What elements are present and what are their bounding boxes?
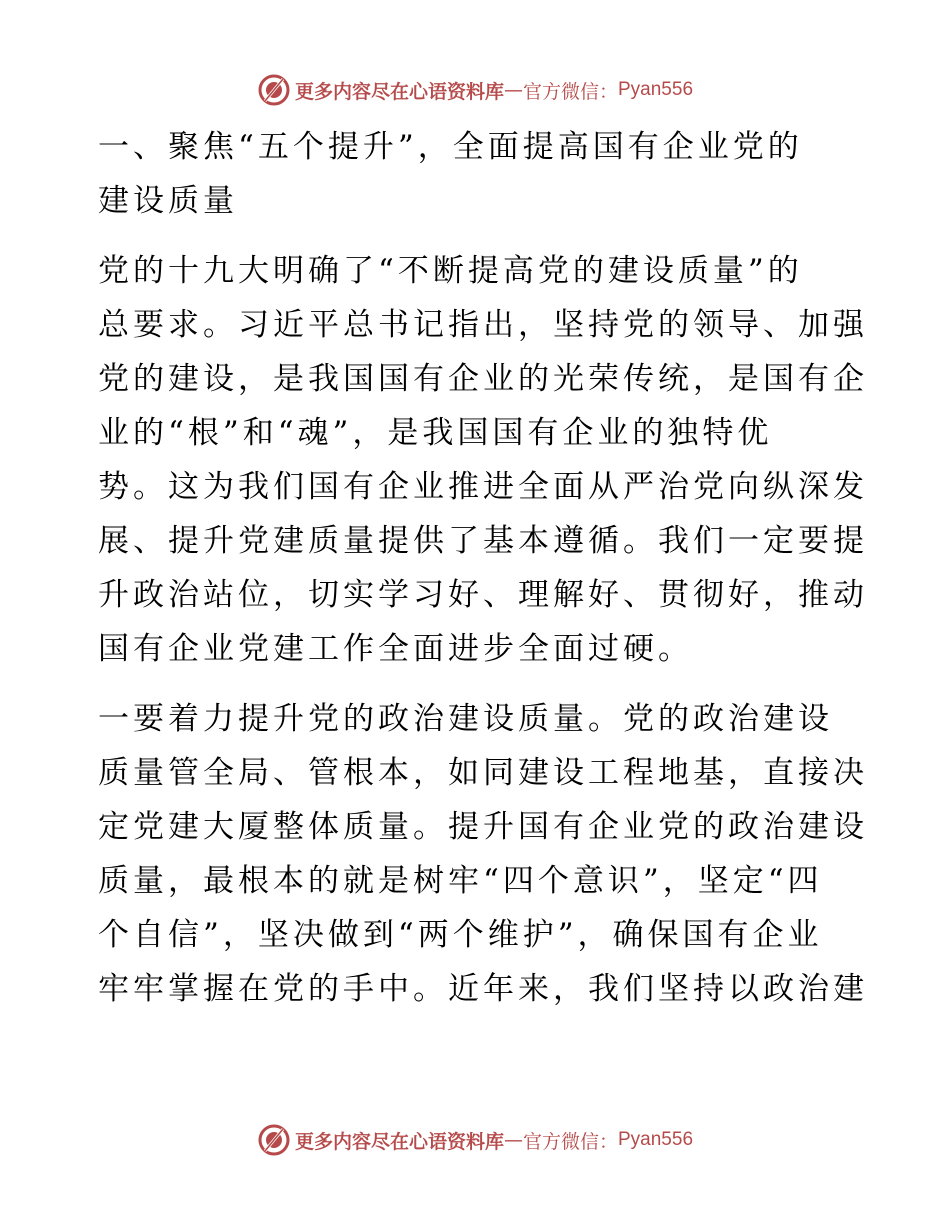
banner-dash: — xyxy=(503,1129,523,1151)
paragraph-line: 总要求。习近平总书记指出，坚持党的领导、加强 xyxy=(98,307,868,343)
paragraph-line: 质量管全局、管根本，如同建设工程地基，直接决 xyxy=(98,755,868,791)
footer-banner xyxy=(0,1120,950,1160)
section-heading xyxy=(98,120,853,228)
pen-logo-icon xyxy=(257,1123,291,1157)
paragraph-2 xyxy=(98,692,868,1016)
banner-brand: 更多内容尽在心语资料库 xyxy=(294,1130,504,1153)
header-banner xyxy=(0,70,950,110)
paragraph-line: 势。这为我们国有企业推进全面从严治党向纵深发 xyxy=(98,469,868,505)
paragraph-line: 党的十九大明确了“不断提高党的建设质量”的 xyxy=(98,253,803,289)
paragraph-line: 党的建设，是我国国有企业的光荣传统，是国有企 xyxy=(98,361,868,397)
banner-wechat-label: 官方微信： xyxy=(522,1130,618,1153)
paragraph-line: 升政治站位，切实学习好、理解好、贯彻好，推动 xyxy=(98,577,868,613)
banner-wechat-label: 官方微信： xyxy=(522,80,618,103)
paragraph-line: 展、提升党建质量提供了基本遵循。我们一定要提 xyxy=(98,523,868,559)
document-body xyxy=(98,120,868,1016)
banner-dash: — xyxy=(503,79,523,101)
banner-brand: 更多内容尽在心语资料库 xyxy=(294,80,504,103)
paragraph-line: 个自信”，坚决做到“两个维护”，确保国有企业 xyxy=(98,917,823,953)
banner-wechat-id: Pyan556 xyxy=(618,1129,694,1150)
paragraph-line: 一要着力提升党的政治建设质量。党的政治建设 xyxy=(98,701,833,737)
heading-line: 一、聚焦“五个提升”，全面提高国有企业党的 xyxy=(98,129,803,165)
paragraph-line: 定党建大厦整体质量。提升国有企业党的政治建设 xyxy=(98,809,868,845)
paragraph-line: 业的“根”和“魂”，是我国国有企业的独特优 xyxy=(98,415,773,451)
heading-line: 建设质量 xyxy=(98,183,238,219)
banner-wechat-id: Pyan556 xyxy=(618,79,694,100)
paragraph-line: 牢牢掌握在党的手中。近年来，我们坚持以政治建 xyxy=(98,971,868,1007)
paragraph-line: 国有企业党建工作全面进步全面过硬。 xyxy=(98,631,693,667)
pen-logo-icon xyxy=(257,73,291,107)
paragraph-line: 质量，最根本的就是树牢“四个意识”，坚定“四 xyxy=(98,863,823,899)
paragraph-1 xyxy=(98,244,868,676)
